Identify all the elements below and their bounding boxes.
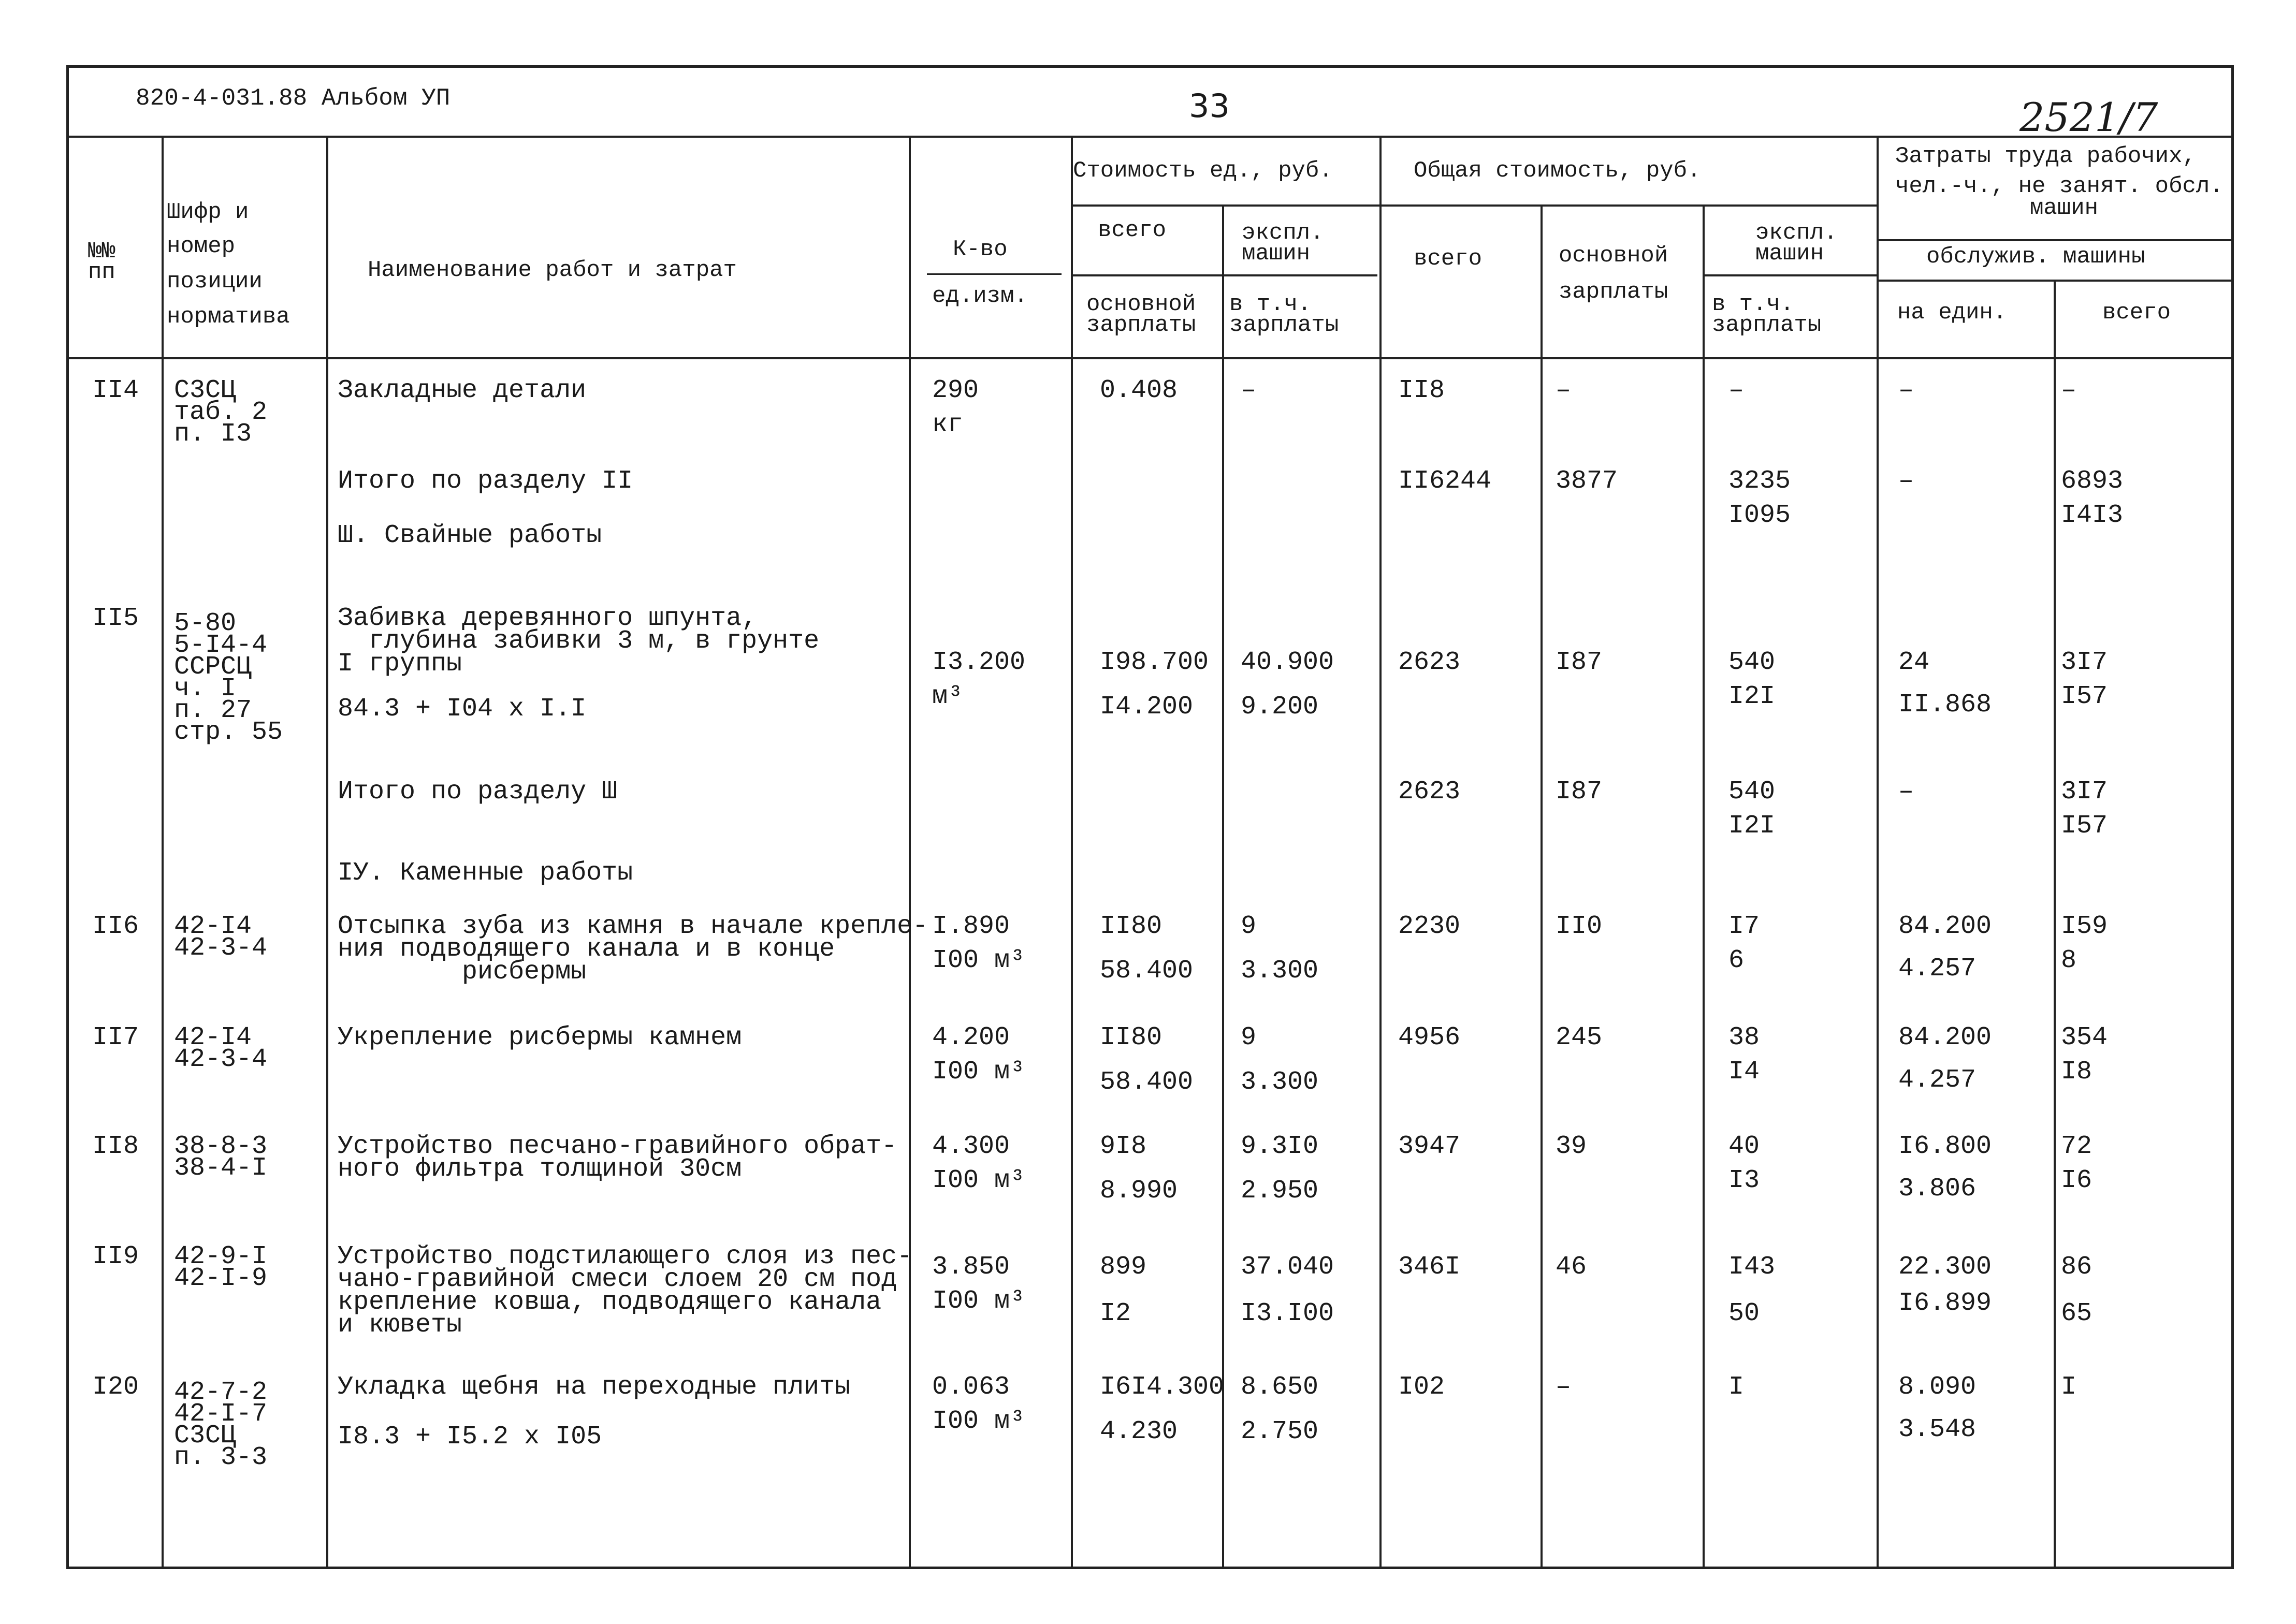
- row-code-line: 42-I4: [174, 1023, 252, 1052]
- row-unit: I00 м³: [932, 1057, 1026, 1087]
- row-labor-total: 3I7: [2061, 777, 2108, 807]
- row-unit-base: 58.400: [1100, 956, 1194, 986]
- row-code-line: 38-8-3: [174, 1132, 268, 1161]
- col-total-base-header-2: зарплаты: [1559, 279, 1668, 305]
- row-total-base: –: [1556, 376, 1572, 405]
- row-qty: 3.850: [932, 1252, 1010, 1282]
- col-name-header: Наименование работ и затрат: [368, 257, 737, 283]
- row-labor-total-2: 8: [2061, 946, 2077, 975]
- row-total-exp: I: [1728, 1372, 1745, 1402]
- row-unit-base: I4.200: [1100, 692, 1194, 722]
- row-total: 346I: [1398, 1252, 1461, 1282]
- row-labor-unit: –: [1898, 777, 1914, 807]
- row-unit: I00 м³: [932, 1407, 1026, 1436]
- row-unit: I00 м³: [932, 1166, 1026, 1195]
- row-code-line: ч. I: [174, 674, 237, 704]
- row-name-line: и кюветы: [338, 1310, 462, 1340]
- doc-reference: 820-4-031.88 Альбом УП: [136, 85, 451, 112]
- row-unit-exp: 9: [1241, 912, 1257, 941]
- row-code-line: 42-3-4: [174, 933, 268, 963]
- col-unit-base-header-2: зарплаты: [1086, 312, 1196, 338]
- col-code-header-4: норматива: [167, 304, 290, 330]
- row-total-incl: 50: [1728, 1299, 1760, 1328]
- row-unit-base: 58.400: [1100, 1067, 1194, 1097]
- col-line-6: [1379, 136, 1382, 1569]
- row-unit-base: 8.990: [1100, 1176, 1178, 1206]
- row-labor-unit-2: I6.899: [1898, 1289, 1992, 1318]
- col-code-header-1: Шифр и: [167, 199, 249, 225]
- col-line-4: [1071, 136, 1073, 1569]
- row-total-exp: 540: [1728, 648, 1776, 677]
- row-code-line: п. 3-3: [174, 1443, 268, 1472]
- row-total-base: 3877: [1556, 466, 1618, 496]
- row-qty: 0.063: [932, 1372, 1010, 1402]
- col-labor-header-3: машин: [2030, 195, 2099, 221]
- col-labor-sub-header: обслужив. машины: [1926, 244, 2145, 270]
- row-code-line: таб. 2: [174, 398, 268, 427]
- row-name-line: Укладка щебня на переходные плиты: [338, 1372, 851, 1402]
- row-code-line: п. 27: [174, 696, 252, 725]
- row-total-base: I87: [1556, 648, 1603, 677]
- col-qty-header-bottom: ед.изм.: [932, 283, 1028, 309]
- row-code-line: п. I3: [174, 419, 252, 449]
- col-labor-header-2: чел.-ч., не занят. обсл.: [1895, 173, 2224, 199]
- row-unit-total: I6I4.300: [1100, 1372, 1225, 1402]
- row-unit: кг: [932, 410, 964, 440]
- row-code-line: 5-I4-4: [174, 631, 268, 660]
- row-total-incl: I2I: [1728, 682, 1776, 711]
- row-code-line: С3СЦ: [174, 376, 237, 405]
- row-name-line: Укрепление рисбермы камнем: [338, 1023, 742, 1052]
- header-divider: [68, 136, 2232, 138]
- col-unit-exp-header-2: машин: [1242, 241, 1311, 267]
- row-labor-unit: 8.090: [1898, 1372, 1977, 1402]
- row-total: 2623: [1398, 777, 1461, 807]
- row-total-base: –: [1556, 1372, 1572, 1402]
- row-unit-incl: 3.300: [1241, 956, 1319, 986]
- col-total-base-header-1: основной: [1559, 243, 1668, 269]
- row-labor-total-2: I6: [2061, 1166, 2092, 1195]
- row-labor-total: 6893: [2061, 466, 2124, 496]
- row-number: I20: [92, 1372, 139, 1402]
- row-code-line: С3СЦ: [174, 1421, 237, 1451]
- row-total: 2230: [1398, 912, 1461, 941]
- col-line-9: [1877, 136, 1879, 1569]
- col-line-1: [162, 136, 164, 1569]
- row-unit-incl: 3.300: [1241, 1067, 1319, 1097]
- row-unit-total: II80: [1100, 1023, 1162, 1052]
- row-unit-exp: 9: [1241, 1023, 1257, 1052]
- table-frame: [66, 65, 2234, 1569]
- row-total-exp: I7: [1728, 912, 1760, 941]
- col-line-8: [1703, 204, 1705, 1569]
- row-total-incl: I3: [1728, 1166, 1760, 1195]
- col-line-5: [1222, 204, 1224, 1569]
- row-total-exp: –: [1728, 376, 1745, 405]
- row-labor-unit: 24: [1898, 648, 1930, 677]
- row-unit-total: 9I8: [1100, 1132, 1147, 1161]
- row-unit-exp: 8.650: [1241, 1372, 1319, 1402]
- row-name-line: крепление ковша, подводящего канала: [338, 1288, 882, 1317]
- col-unit-incl-header-1: в т.ч.: [1229, 291, 1312, 317]
- col-labor-unit-header: на един.: [1897, 300, 2007, 326]
- row-unit-total: 899: [1100, 1252, 1147, 1282]
- col-unit-base-header-1: основной: [1086, 291, 1196, 317]
- row-total-base: I87: [1556, 777, 1603, 807]
- col-num-header-2: пп: [88, 259, 115, 285]
- row-unit: I00 м³: [932, 1286, 1026, 1316]
- handwritten-reference: 2521/7: [2019, 94, 2158, 140]
- row-unit-incl: 2.950: [1241, 1176, 1319, 1206]
- col-labor-total-header: всего: [2102, 300, 2171, 326]
- qty-divider: [927, 273, 1062, 275]
- row-unit-total: II80: [1100, 912, 1162, 941]
- col-unit-exp-header-1: экспл.: [1242, 220, 1324, 246]
- row-code-line: 42-I-9: [174, 1264, 268, 1293]
- col-total-all-header: всего: [1414, 246, 1483, 272]
- row-unit-incl: I3.I00: [1241, 1299, 1334, 1328]
- row-total-base: 46: [1556, 1252, 1587, 1282]
- col-line-2: [326, 136, 328, 1569]
- row-code-line: стр. 55: [174, 718, 283, 747]
- row-total-incl: I2I: [1728, 811, 1776, 841]
- row-qty: 290: [932, 376, 979, 405]
- col-unit-total-header: всего: [1098, 217, 1167, 243]
- col-total-incl-header-1: в т.ч.: [1712, 291, 1794, 317]
- col-labor-header-1: Затраты труда рабочих,: [1895, 143, 2196, 169]
- row-labor-total: 86: [2061, 1252, 2092, 1282]
- row-qty: I3.200: [932, 648, 1026, 677]
- row-name-line: Итого по разделу II: [338, 466, 633, 496]
- row-unit-exp: 9.3I0: [1241, 1132, 1319, 1161]
- row-labor-unit-2: 4.257: [1898, 954, 1977, 984]
- row-labor-total-2: I57: [2061, 811, 2108, 841]
- row-name-line: чано-гравийной смеси слоем 20 см под: [338, 1265, 897, 1294]
- row-name-line: Ш. Свайные работы: [338, 521, 602, 550]
- row-total-exp: 40: [1728, 1132, 1760, 1161]
- row-name-line: Устройство песчано-гравийного обрат-: [338, 1132, 897, 1161]
- row-unit: м³: [932, 682, 964, 711]
- row-total-incl: I095: [1728, 501, 1791, 530]
- subheader-line-total-exp: [1703, 274, 1877, 276]
- row-total-base: 39: [1556, 1132, 1587, 1161]
- subheader-line-cost: [1071, 204, 1877, 207]
- row-name-line: ния подводящего канала и в конце: [338, 934, 835, 964]
- row-total-exp: 540: [1728, 777, 1776, 807]
- subheader-line-labor1: [1877, 239, 2232, 241]
- row-number: II9: [92, 1242, 139, 1271]
- row-number: II4: [92, 376, 139, 405]
- row-labor-total-2: I4I3: [2061, 501, 2124, 530]
- row-labor-unit: –: [1898, 466, 1914, 496]
- row-number: II8: [92, 1132, 139, 1161]
- col-code-header-2: номер: [167, 233, 236, 259]
- row-code-line: ССРСЦ: [174, 652, 252, 682]
- row-total: 2623: [1398, 648, 1461, 677]
- row-labor-unit-2: 4.257: [1898, 1065, 1977, 1095]
- row-labor-unit-2: 3.806: [1898, 1174, 1977, 1204]
- row-code-line: 42-7-2: [174, 1378, 268, 1407]
- row-code-line: 42-I-7: [174, 1399, 268, 1429]
- row-labor-total: I59: [2061, 912, 2108, 941]
- row-unit-base: 4.230: [1100, 1417, 1178, 1446]
- bottom-line: [66, 1567, 2234, 1569]
- row-total-base: II0: [1556, 912, 1603, 941]
- row-labor-unit: 84.200: [1898, 1023, 1992, 1052]
- row-labor-total-2: I8: [2061, 1057, 2092, 1087]
- col-total-exp-header-1: экспл.: [1755, 220, 1838, 246]
- row-name-line: ного фильтра толщиной 30см: [338, 1154, 742, 1184]
- row-name-line: глубина забивки 3 м, в грунте: [338, 626, 820, 656]
- row-labor-unit: 22.300: [1898, 1252, 1992, 1282]
- row-labor-total-2: 65: [2061, 1299, 2092, 1328]
- row-labor-total: 3I7: [2061, 648, 2108, 677]
- row-unit: I00 м³: [932, 946, 1026, 975]
- col-total-exp-header-2: машин: [1755, 241, 1824, 267]
- col-num-header-1: №№: [88, 239, 115, 265]
- row-code-line: 38-4-I: [174, 1153, 268, 1183]
- row-unit-total: I98.700: [1100, 648, 1209, 677]
- col-qty-header-top: К-во: [953, 237, 1008, 262]
- row-labor-unit: I6.800: [1898, 1132, 1992, 1161]
- row-total-exp: I43: [1728, 1252, 1776, 1282]
- row-number: II7: [92, 1023, 139, 1052]
- row-total-exp: 3235: [1728, 466, 1791, 496]
- row-name-line: I группы: [338, 649, 462, 679]
- row-total-incl: I4: [1728, 1057, 1760, 1087]
- row-labor-total: –: [2061, 376, 2077, 405]
- row-total: II6244: [1398, 466, 1492, 496]
- col-total-incl-header-2: зарплаты: [1712, 312, 1822, 338]
- row-labor-unit: –: [1898, 376, 1914, 405]
- col-total-cost-header: Общая стоимость, руб.: [1414, 158, 1701, 184]
- row-unit-exp: –: [1241, 376, 1257, 405]
- row-code-line: 42-I4: [174, 912, 252, 941]
- col-unit-cost-header: Стоимость ед., руб.: [1073, 158, 1333, 184]
- row-name-line: IУ. Каменные работы: [338, 858, 633, 888]
- row-total: II8: [1398, 376, 1445, 405]
- row-code-line: 42-3-4: [174, 1045, 268, 1074]
- subheader-line-unit: [1071, 274, 1377, 276]
- row-unit-total: 0.408: [1100, 376, 1178, 405]
- row-labor-unit-2: 3.548: [1898, 1415, 1977, 1444]
- row-unit-incl: 2.750: [1241, 1417, 1319, 1446]
- row-unit-incl: 9.200: [1241, 692, 1319, 722]
- row-name-line: Устройство подстилающего слоя из пес-: [338, 1242, 913, 1271]
- row-total: 3947: [1398, 1132, 1461, 1161]
- row-formula: 84.3 + I04 x I.I: [338, 694, 587, 724]
- row-code-line: 42-9-I: [174, 1242, 268, 1271]
- col-code-header-3: позиции: [167, 269, 263, 295]
- row-unit-exp: 37.040: [1241, 1252, 1334, 1282]
- row-labor-total: 354: [2061, 1023, 2108, 1052]
- row-labor-total: I: [2061, 1372, 2077, 1402]
- row-total-incl: 6: [1728, 946, 1745, 975]
- col-line-10: [2054, 280, 2056, 1569]
- col-line-7: [1541, 204, 1543, 1569]
- row-labor-total-2: I57: [2061, 682, 2108, 711]
- row-number: II6: [92, 912, 139, 941]
- row-formula: I8.3 + I5.2 x I05: [338, 1422, 602, 1452]
- row-name-line: Итого по разделу Ш: [338, 777, 618, 807]
- row-code-line: 5-80: [174, 609, 237, 638]
- row-qty: I.890: [932, 912, 1010, 941]
- col-unit-incl-header-2: зарплаты: [1229, 312, 1339, 338]
- row-name-line: Закладные детали: [338, 376, 587, 405]
- row-number: II5: [92, 604, 139, 633]
- row-unit-exp: 40.900: [1241, 648, 1334, 677]
- row-total: 4956: [1398, 1023, 1461, 1052]
- row-qty: 4.200: [932, 1023, 1010, 1052]
- page-number: 33: [1189, 87, 1230, 125]
- row-labor-total: 72: [2061, 1132, 2092, 1161]
- row-labor-unit-2: II.868: [1898, 690, 1992, 720]
- row-qty: 4.300: [932, 1132, 1010, 1161]
- row-name-line: рисбермы: [338, 957, 587, 987]
- row-labor-unit: 84.200: [1898, 912, 1992, 941]
- row-name-line: Забивка деревянного шпунта,: [338, 604, 758, 633]
- col-line-3: [909, 136, 911, 1569]
- row-total: I02: [1398, 1372, 1445, 1402]
- row-name-line: Отсыпка зуба из камня в начале крепле-: [338, 912, 928, 941]
- row-total-base: 245: [1556, 1023, 1603, 1052]
- row-total-exp: 38: [1728, 1023, 1760, 1052]
- row-unit-base: I2: [1100, 1299, 1131, 1328]
